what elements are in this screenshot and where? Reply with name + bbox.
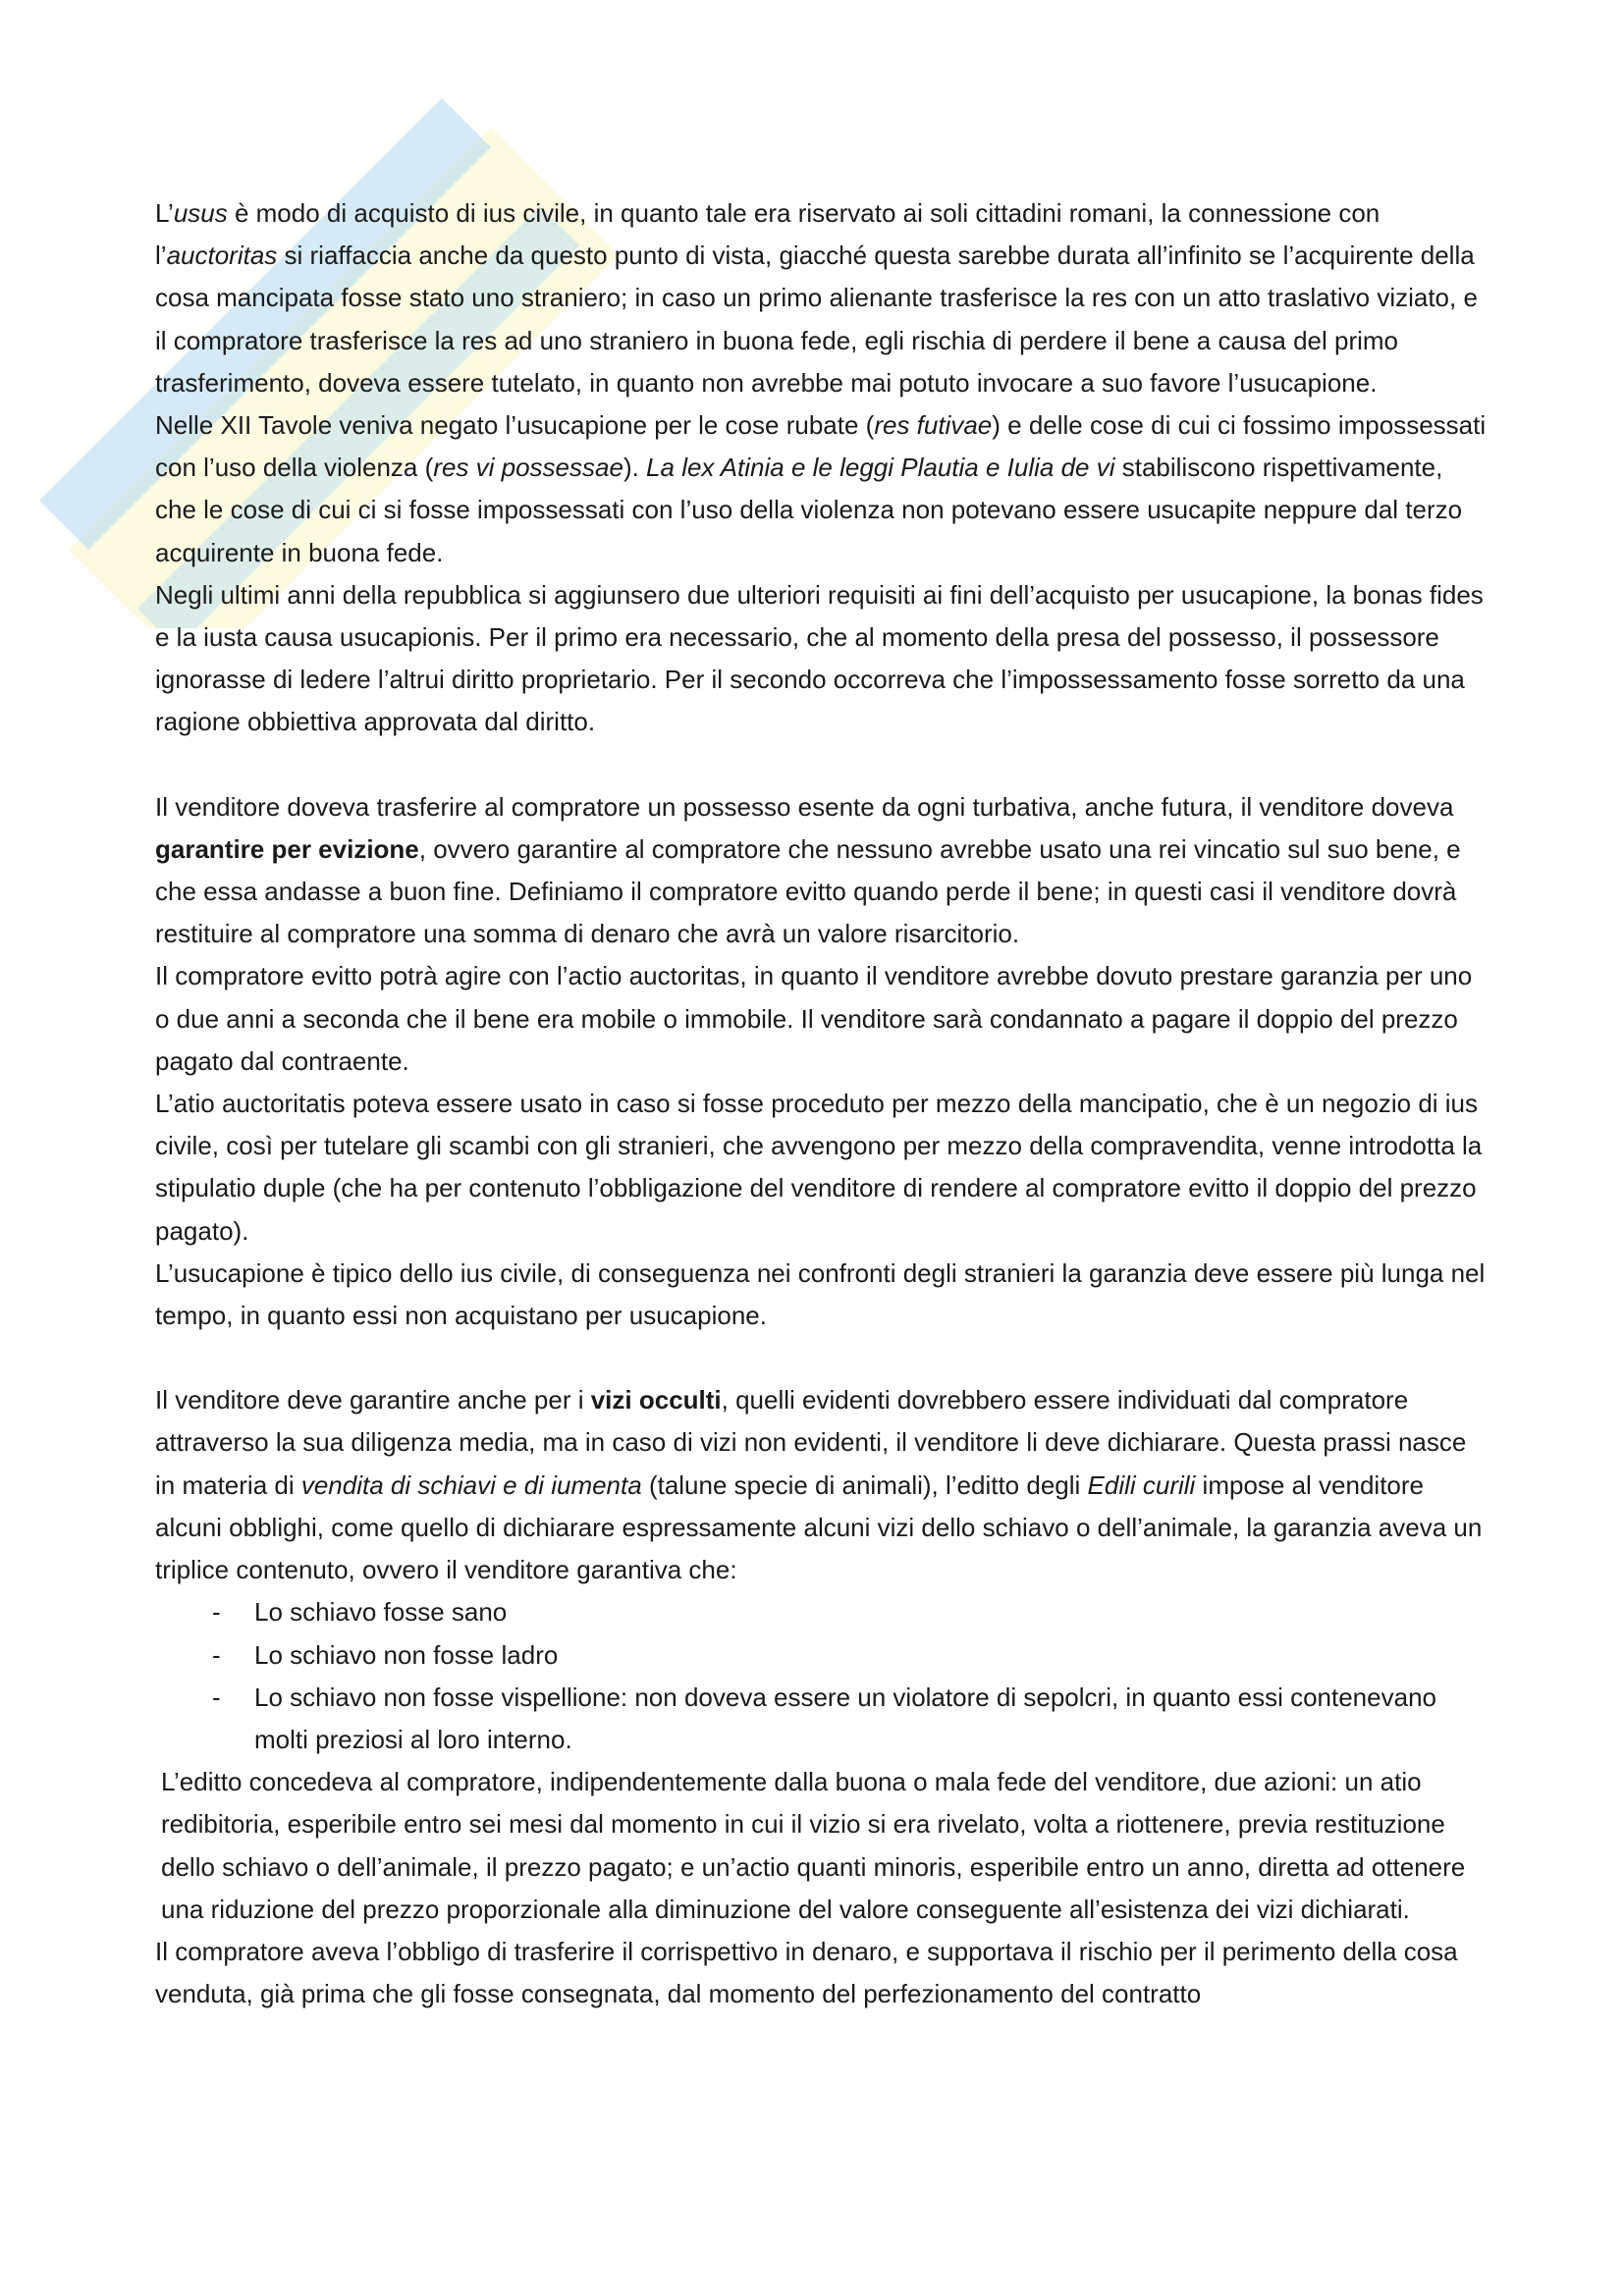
list-item: - Lo schiavo non fosse vispellione: non doveva essere un violatore di sepolcri, in quanto essi contenevano molti preziosi al loro interno.	[155, 1677, 1490, 1761]
paragraph-evizione: Il venditore doveva trasferire al compratore un possesso esente da ogni turbativa, anche futura, il venditore doveva garantire per evizione, ovvero garantire al compratore che nessuno avrebbe usato una rei vincatio sul suo bene, e che essa andasse a buon fine. Definiamo il compratore evitto quando perde il bene; in questi casi il venditore dovrà restituire al compratore una somma di denaro che avrà un valore risarcitorio.	[155, 791, 1461, 949]
paragraph-usus: L’usus è modo di acquisto di ius civile, in quanto tale era riservato ai soli cittadini romani, la connessione con l’auctoritas si riaffaccia anche da questo punto di vista, giacché questa sarebbe durata all’infinito se l’acquirente della cosa mancipata fosse stato uno straniero; in caso un primo alienante trasferisce la res con un atto traslativo viziato, e il compratore trasferisce la res ad uno straniero in buona fede, egli rischia di perdere il bene a causa del primo trasferimento, doveva essere tutelato, in quanto non avrebbe mai potuto invocare a suo favore l’usucapione.	[155, 198, 1478, 398]
list-item: - Lo schiavo fosse sano	[155, 1591, 1490, 1633]
paragraph-xii-tavole: Nelle XII Tavole veniva negato l’usucapione per le cose rubate (res futivae) e delle cose di cui ci fossimo impossessati con l’uso della violenza (res vi possessae). La lex Atinia e le leggi Plautia e Iulia de vi stabiliscono rispettivamente, che le cose di cui ci si fosse impossessati con l’uso della violenza non potevano essere usucapite neppure dal terzo acquirente in buona fede.	[155, 410, 1487, 567]
paragraph-obbligo-compratore: Il compratore aveva l’obbligo di trasferire il corrispettivo in denaro, e supportava il rischio per il perimento della cosa venduta, già prima che gli fosse consegnata, dal momento del perfezionamento del contratto	[155, 1936, 1458, 2009]
paragraph-usucapione-stranieri: L’usucapione è tipico dello ius civile, di conseguenza nei confronti degli stranieri la garanzia deve essere più lunga nel tempo, in quanto essi non acquistano per usucapione.	[155, 1257, 1486, 1331]
paragraph-requisiti: Negli ultimi anni della repubblica si aggiunsero due ulteriori requisiti ai fini dell’acquisto per usucapione, la bonas fides e la iusta causa usucapionis. Per il primo era necessario, che al momento della presa del possesso, il possessore ignorasse di ledere l’altrui diritto proprietario. Per il secondo occorreva che l’impossessamento fosse sorretto da una ragione obbiettiva approvata dal diritto.	[155, 579, 1484, 737]
list-item: - Lo schiavo non fosse ladro	[155, 1634, 1490, 1677]
paragraph-editto-azioni: L’editto concedeva al compratore, indipendentemente dalla buona o mala fede del venditore, due azioni: un atio redibitoria, esperibile entro sei mesi dal momento in cui il vizio si era rivelato, volta a riottenere, previa restituzione dello schiavo o dell’animale, il prezzo pagato; e un’actio quanti minoris, esperibile entro un anno, diretta ad ottenere una riduzione del prezzo proporzionale alla diminuzione del valore conseguente all’esistenza dei vizi dichiarati.	[161, 1767, 1466, 1924]
garanzia-list	[155, 1591, 1490, 1761]
paragraph-actio-auctoritas: Il compratore evitto potrà agire con l’actio auctoritas, in quanto il venditore avrebbe dovuto prestare garanzia per uno o due anni a seconda che il bene era mobile o immobile. Il venditore sarà condannato a pagare il doppio del prezzo pagato dal contraente.	[155, 961, 1473, 1076]
paragraph-vizi-occulti: Il venditore deve garantire anche per i vizi occulti, quelli evidenti dovrebbero essere individuati dal compratore attraverso la sua diligenza media, ma in caso di vizi non evidenti, il venditore li deve dichiarare. Questa prassi nasce in materia di vendita di schiavi e di iumenta (talune specie di animali), l’editto degli Edili curili impose al venditore alcuni obblighi, come quello di dichiarare espressamente alcuni vizi dello schiavo o dell’animale, la garanzia aveva un triplice contenuto, ovvero il venditore garantiva che:	[155, 1385, 1483, 1585]
paragraph-stipulatio-duple: L’atio auctoritatis poteva essere usato in caso si fosse proceduto per mezzo della mancipatio, che è un negozio di ius civile, così per tutelare gli scambi con gli stranieri, che avvengono per mezzo della compravendita, venne introdotta la stipulatio duple (che ha per contenuto l’obbligazione del venditore di rendere al compratore evitto il doppio del prezzo pagato).	[155, 1089, 1483, 1246]
document-body	[155, 192, 1490, 2015]
